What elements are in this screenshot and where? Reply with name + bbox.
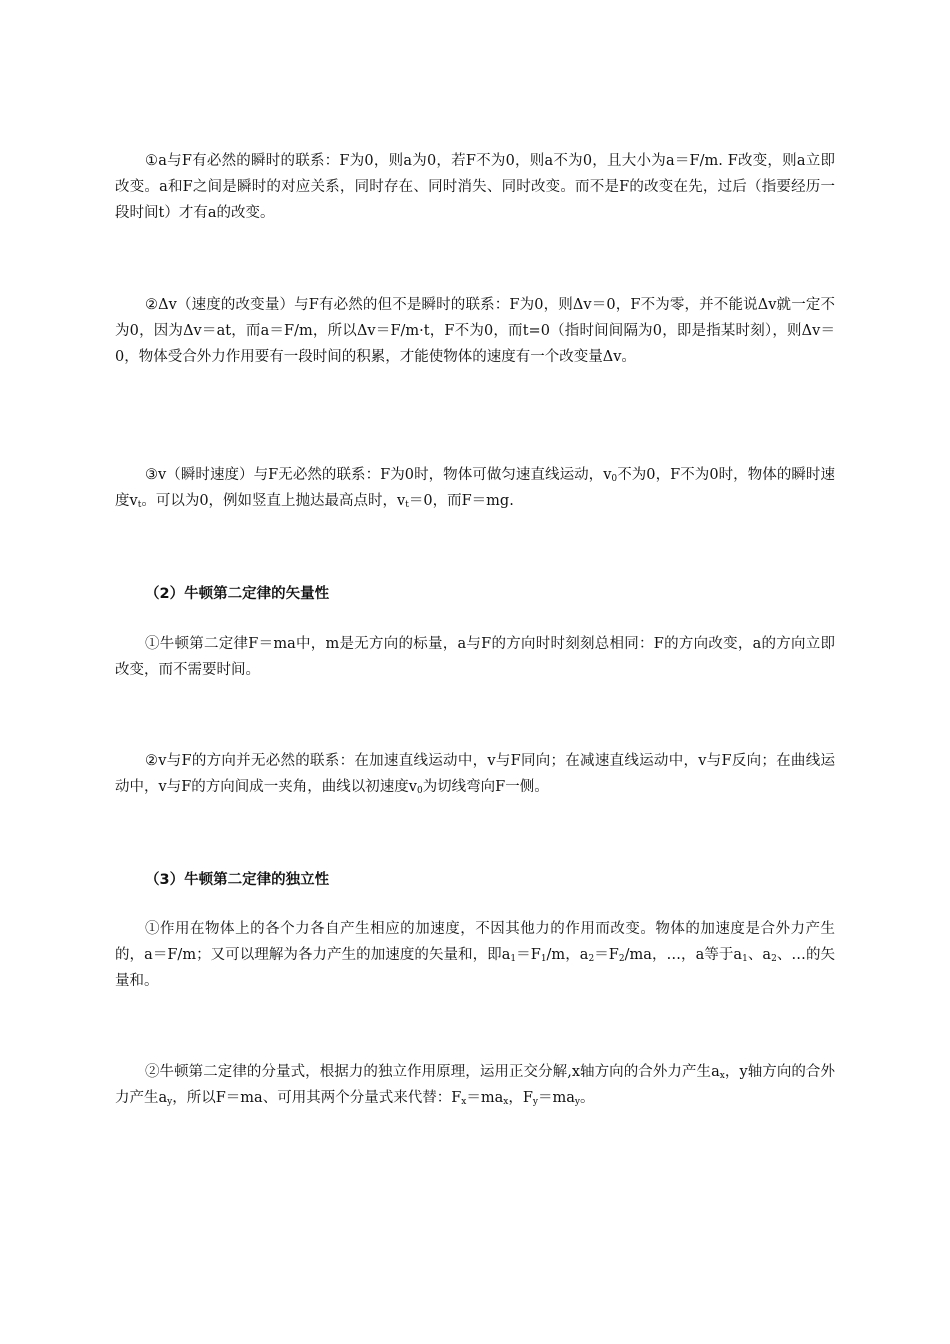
text-run: ，所以F＝ma、可用其两个分量式来代替：F — [172, 1090, 462, 1106]
paragraph-independent-accelerations — [115, 916, 835, 994]
text-run: ＝F — [516, 947, 541, 963]
subscript: x — [719, 1071, 725, 1081]
paragraph-velocity-change-relation — [115, 292, 835, 370]
subscript: x — [461, 1097, 467, 1107]
text-run: ②v与F的方向并无必然的联系：在加速直线运动中，v与F同向；在减速直线运动中，v与F反向；在曲线运动中，v与F的方向间成一夹角，曲线以初速度v — [115, 753, 835, 795]
paragraph-instantaneous-relation — [115, 148, 835, 226]
paragraph-text: ①a与F有必然的瞬时的联系：F为0，则a为0，若F不为0，则a不为0，且大小为a＝F/m. F改变，则a立即改变。a和F之间是瞬时的对应关系，同时存在、同时消失、同时改变。而不是F的改变在先，过后（指要经历一段时间t）才有a的改变。 — [115, 153, 835, 221]
paragraph-instant-velocity-relation — [115, 462, 835, 514]
subscript: x — [503, 1097, 509, 1107]
paragraph-text: ①牛顿第二定律F＝ma中，m是无方向的标量，a与F的方向时时刻刻总相同：F的方向改变，a的方向立即改变，而不需要时间。 — [115, 636, 835, 678]
subscript: y — [574, 1097, 580, 1107]
subscript: 0 — [611, 474, 618, 484]
subscript: 2 — [588, 954, 595, 964]
text-run: ，y轴方向的合外力产生a — [115, 1064, 835, 1106]
paragraph-text: ②Δv（速度的改变量）与F有必然的但不是瞬时的联系：F为0，则Δv＝0，F不为零，并不能说Δv就一定不为0，因为Δv＝at，而a＝F/m，所以Δv＝F/m·t，F不为0，而t=0（指时间间隔为0，即是指某时刻），则Δv＝0，物体受合外力作用要有一段时间的积累，才能使物体的速度有一个改变量Δv。 — [115, 297, 835, 365]
subscript: 1 — [742, 954, 748, 964]
subscript: 0 — [416, 786, 423, 796]
subscript: 1 — [510, 954, 517, 964]
text-run: 不为0，F不为0时，物体的瞬时速度v — [115, 467, 835, 509]
text-run: ＝0，而F＝mg. — [408, 493, 514, 509]
text-run: 、a — [747, 947, 772, 963]
text-run: ②牛顿第二定律的分量式，根据力的独立作用原理，运用正交分解,x轴方向的合外力产生a — [145, 1064, 720, 1080]
subscript: y — [167, 1097, 173, 1107]
text-run: 。可以为0，例如竖直上抛达最高点时，v — [141, 493, 406, 509]
section-heading-vector: （2）牛顿第二定律的矢量性 — [145, 586, 330, 602]
subscript: 1 — [540, 954, 547, 964]
text-run: ＝F — [594, 947, 619, 963]
paragraph-velocity-force-direction — [115, 748, 835, 800]
text-run: 为切线弯向F一侧。 — [422, 779, 549, 795]
paragraph-vector-direction — [115, 631, 835, 683]
section-heading-independence: （3）牛顿第二定律的独立性 — [145, 872, 330, 888]
text-run: /ma，…，a等于a — [624, 947, 743, 963]
text-run: ＝ma — [537, 1090, 575, 1106]
subscript: 2 — [771, 954, 777, 964]
subscript: y — [532, 1097, 538, 1107]
paragraph-component-form — [115, 1059, 835, 1111]
text-run: ①作用在物体上的各个力各自产生相应的加速度，不因其他力的作用而改变。物体的加速度是合外力产生的，a＝F/m；又可以理解为各力产生的加速度的矢量和，即a — [115, 921, 835, 963]
text-run: 。 — [579, 1090, 595, 1106]
text-run: ＝ma — [466, 1090, 504, 1106]
text-run: 、…的矢量和。 — [115, 947, 836, 989]
subscript: 2 — [618, 954, 625, 964]
subscript: t — [405, 500, 409, 510]
text-run: ③v（瞬时速度）与F无必然的联系：F为0时，物体可做匀速直线运动，v — [145, 467, 612, 483]
text-run: /m，a — [546, 947, 589, 963]
text-run: ，F — [508, 1090, 533, 1106]
subscript: t — [137, 500, 142, 510]
